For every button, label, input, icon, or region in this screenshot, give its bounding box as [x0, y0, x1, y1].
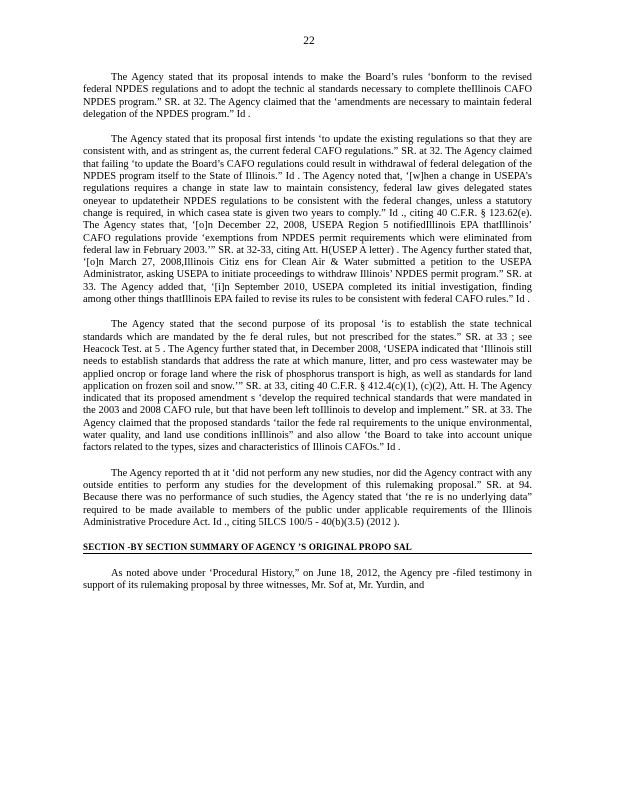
page-number: 22 [303, 35, 315, 47]
paragraph-5: As noted above under ‘Procedural History,” on June 18, 2012, the Agency pre -filed testimony in support of its rulemaking proposal by three witnesses, Mr. Sof at, Mr. Yurdin, and [83, 568, 532, 592]
paragraph-2: The Agency stated that its proposal first intends ‘to update the existing regulations so that they are consistent with, and as stringent as, the current federal CAFO regulations.” SR. at 32. The Agency claimed that failing ‘to update the Board’s CAFO regulations could result in withdrawal of federal delegation of the NPDES program itself to the State of Illinois.” Id . The Agency noted that, ‘[w]hen a change in USEPA’s regulations requires a change in state law to maintain consistency, federal law gives delegated states oneyear to updatetheir NPDES regulations to be consistent with the federal changes, unless a statutory change is required, in which casea state is given two years to comply.” Id ., citing 40 C.F.R. § 123.62(e). The Agency states that, ‘[o]n December 22, 2008, USEPA Region 5 notifiedIllinois EPA thatIllinois’ CAFO regulations provide ‘exemptions from NPDES permit requirements which were eliminated from federal law in February 2003.’” SR. at 32-33, citing Att. H(USEP A letter) . The Agency further stated that, ‘[o]n March 27, 2008,Illinois Citiz ens for Clean Air & Water submitted a petition to the USEPA Administrator, asking USEPA to initiate proceedings to withdraw Illinois’ NPDES permit program.” SR. at 33. The Agency added that, ‘[i]n September 2010, USEPA completed its initial investigation, finding among other things thatIllinois EPA failed to revise its rules to be consistent with federal CAFO rules.” Id . [83, 134, 532, 306]
paragraph-3: The Agency stated that the second purpose of its proposal ‘is to establish the state technical standards which are mandated by the fe deral rules, but not prescribed for the states.” SR. at 33 ; see Heacock Test. at 5 . The Agency further stated that, in December 2008, ‘USEPA indicated that ‘Illinois still needs to establish standards that address the rate at which manure, litter, and pro cess wastewater may be applied oncrop or forage land where the risk of phosphorus transport is high, as well as standards for land application on frozen soil and snow.’” SR. at 33, citing 40 C.F.R. § 412.4(c)(1), (c)(2), Att. H. The Agency indicated that its proposed amendment s ‘develop the required technical standards that were mandated in the 2003 and 2008 CAFO rule, but that have been left toIllinois to develop and implement.” SR. at 33. The Agency claimed that the proposed standards ‘tailor the fede ral requirements to the unique environmental, water quality, and land use conditions inIllinois” and also allow ‘the Board to take into account unique factors related to the types, sizes and characteristics of Illinois CAFOs.” Id . [83, 319, 532, 454]
paragraph-1: The Agency stated that its proposal intends to make the Board’s rules ‘bonform to the revised federal NPDES regulations and to adopt the technic al standards necessary to complete theIllinois CAFO NPDES program.” SR. at 32. The Agency claimed that the ‘amendments are necessary to maintain federal delegation of the NPDES program.” Id . [83, 72, 532, 120]
paragraph-4: The Agency reported th at it ‘did not perform any new studies, nor did the Agency contract with any outside entities to perform any studies for the development of this rulemaking proposal.” SR. at 94. Because there was no performance of such studies, the Agency stated that ‘the re is no underlying data” required to be made available to members of the public under applicable requirements of the Illinois Administrative Procedure Act. Id ., citing 5ILCS 100/5 - 40(b)(3.5) (2012 ). [83, 467, 532, 528]
section-heading: SECTION -BY SECTION SUMMARY OF AGENCY ’S ORIGINAL PROPO SAL [83, 542, 532, 554]
document-body [83, 72, 532, 606]
